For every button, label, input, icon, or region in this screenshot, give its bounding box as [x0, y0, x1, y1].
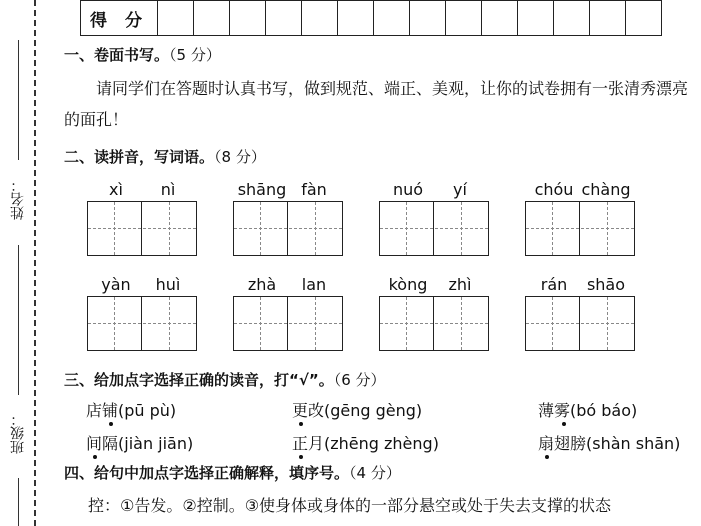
- pinyin-label: yàn huì: [101, 275, 181, 294]
- score-cell[interactable]: [446, 1, 482, 36]
- pinyin-label: kòng zhì: [388, 275, 472, 294]
- name-blank-line: [18, 40, 19, 160]
- pinyin-label: nuó yí: [392, 180, 467, 199]
- writing-box[interactable]: [233, 201, 343, 256]
- pronunciation-item[interactable]: 更改(gēng gèng): [292, 401, 423, 420]
- pinyin-label: rán shāo: [540, 275, 626, 294]
- class-label: 班级：: [10, 412, 26, 454]
- score-cell[interactable]: [194, 1, 230, 36]
- writing-box[interactable]: [525, 201, 635, 256]
- writing-box[interactable]: [379, 201, 489, 256]
- writing-box[interactable]: [87, 296, 197, 351]
- section-1-heading: [64, 44, 221, 65]
- writing-box[interactable]: [87, 201, 197, 256]
- section-4-points: （4 分）: [349, 464, 401, 482]
- section-2-points: （8 分）: [214, 148, 266, 166]
- section-4-heading: [64, 462, 401, 483]
- score-label: 得 分: [81, 1, 158, 36]
- writing-box[interactable]: [233, 296, 343, 351]
- score-cell[interactable]: [338, 1, 374, 36]
- pinyin-label: chóu chàng: [534, 180, 631, 199]
- pronunciation-item[interactable]: 薄雾(bó báo): [538, 401, 638, 420]
- binding-line: [34, 0, 36, 526]
- pinyin-label: xì nì: [109, 180, 176, 199]
- writing-box[interactable]: [525, 296, 635, 351]
- pronunciation-item[interactable]: 间隔(jiàn jiān): [86, 434, 194, 453]
- class-blank-line-bottom: [18, 478, 19, 526]
- score-cell[interactable]: [158, 1, 194, 36]
- emphasis-dot: [299, 455, 303, 459]
- writing-box[interactable]: [379, 296, 489, 351]
- score-cell[interactable]: [230, 1, 266, 36]
- emphasis-dot: [545, 455, 549, 459]
- section-1-points: （5 分）: [169, 46, 221, 64]
- section-1-text: 请同学们在答题时认真书写，做到规范、端正、美观，让你的试卷拥有一张清秀漂亮的面孔！: [64, 79, 689, 129]
- section-1-title: 一、卷面书写。: [64, 46, 170, 64]
- emphasis-dot: [299, 422, 303, 426]
- score-table: [80, 0, 662, 36]
- section-4-title: 四、给句中加点字选择正确解释，填序号。: [64, 464, 350, 482]
- section-3-points: （6 分）: [333, 371, 386, 389]
- emphasis-dot: [93, 455, 97, 459]
- score-cell[interactable]: [482, 1, 518, 36]
- section-3-title: 三、给加点字选择正确的读音，打“√”。: [64, 371, 334, 389]
- score-cell[interactable]: [374, 1, 410, 36]
- score-cell[interactable]: [626, 1, 662, 36]
- class-blank-line-top: [18, 245, 19, 395]
- name-label: 姓名：: [10, 178, 26, 220]
- pinyin-label: zhà lan: [247, 275, 327, 294]
- score-cell[interactable]: [302, 1, 338, 36]
- pronunciation-item[interactable]: 正月(zhēng zhèng): [292, 434, 439, 453]
- section-2-heading: [64, 146, 266, 167]
- pronunciation-item[interactable]: 扇翅膀(shàn shān): [538, 434, 681, 453]
- pronunciation-item[interactable]: 店铺(pū pù): [86, 401, 177, 420]
- score-cell[interactable]: [554, 1, 590, 36]
- section-3-heading: [64, 369, 386, 390]
- score-cell[interactable]: [266, 1, 302, 36]
- pinyin-label: shāng fàn: [237, 180, 327, 199]
- score-cell[interactable]: [410, 1, 446, 36]
- emphasis-dot: [109, 422, 113, 426]
- score-cell[interactable]: [518, 1, 554, 36]
- score-cell[interactable]: [590, 1, 626, 36]
- section-2-title: 二、读拼音，写词语。: [64, 148, 215, 166]
- section-4-definition: 控：①告发。②控制。③使身体或身体的一部分悬空或处于失去支撑的状态: [88, 496, 612, 515]
- emphasis-dot: [562, 422, 566, 426]
